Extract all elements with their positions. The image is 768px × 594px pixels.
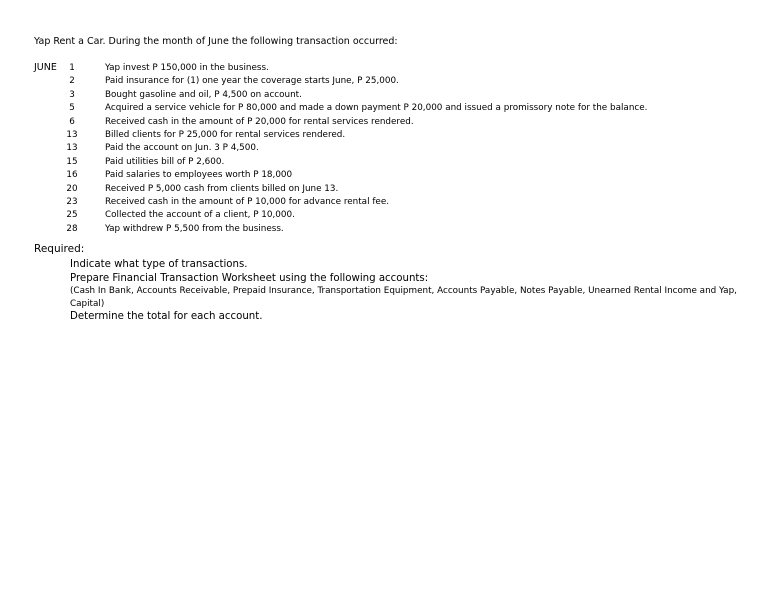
- transaction-day: 13: [66, 129, 78, 140]
- transaction-day: 15: [66, 156, 78, 167]
- transaction-text: Bought gasoline and oil, P 4,500 on account.: [105, 89, 302, 100]
- transaction-text: Collected the account of a client, P 10,000.: [105, 210, 295, 221]
- requirements-list: [70, 258, 738, 324]
- requirement-item: Indicate what type of transactions.: [70, 259, 248, 270]
- transaction-day: 5: [69, 103, 75, 114]
- requirement-item: Prepare Financial Transaction Worksheet using the following accounts:: [70, 272, 429, 284]
- requirement-accounts-note: (Cash In Bank, Accounts Receivable, Prepaid Insurance, Transportation Equipment, Accounts Payable, Notes Payable, Unearned Rental Income and Yap, Capital): [70, 286, 737, 309]
- transaction-text: Paid utilities bill of P 2,600.: [105, 156, 225, 167]
- transaction-day: 13: [66, 143, 78, 154]
- transaction-day: 23: [66, 196, 78, 207]
- month-label: JUNE: [34, 62, 57, 73]
- transaction-text: Yap withdrew P 5,500 from the business.: [105, 223, 284, 234]
- transaction-day: 2: [69, 76, 75, 87]
- requirement-item: Determine the total for each account.: [70, 311, 263, 322]
- transaction-text: Received P 5,000 cash from clients billed on June 13.: [105, 183, 339, 194]
- transaction-text: Billed clients for P 25,000 for rental services rendered.: [105, 129, 346, 140]
- transaction-day: 28: [66, 223, 78, 234]
- transaction-text: Acquired a service vehicle for P 80,000 and made a down payment P 20,000 and issued a promissory note for the balance.: [105, 103, 648, 114]
- transaction-day: 6: [69, 116, 75, 127]
- problem-title: Yap Rent a Car. During the month of June the following transaction occurred:: [34, 36, 398, 47]
- transaction-text: Paid insurance for (1) one year the coverage starts June, P 25,000.: [105, 76, 399, 87]
- required-heading: Required:: [34, 243, 85, 255]
- transaction-day: 16: [66, 170, 78, 181]
- transaction-day: 3: [69, 89, 75, 100]
- transaction-day: 1: [69, 63, 75, 73]
- transaction-day: 20: [66, 183, 78, 194]
- transaction-text: Paid salaries to employees worth P 18,000: [105, 170, 293, 181]
- transaction-text: Received cash in the amount of P 10,000 for advance rental fee.: [105, 196, 390, 207]
- transaction-text: Received cash in the amount of P 20,000 for rental services rendered.: [105, 116, 414, 127]
- transaction-text: Paid the account on Jun. 3 P 4,500.: [105, 143, 259, 154]
- transaction-text: Yap invest P 150,000 in the business.: [105, 63, 269, 73]
- transaction-day: 25: [66, 210, 78, 221]
